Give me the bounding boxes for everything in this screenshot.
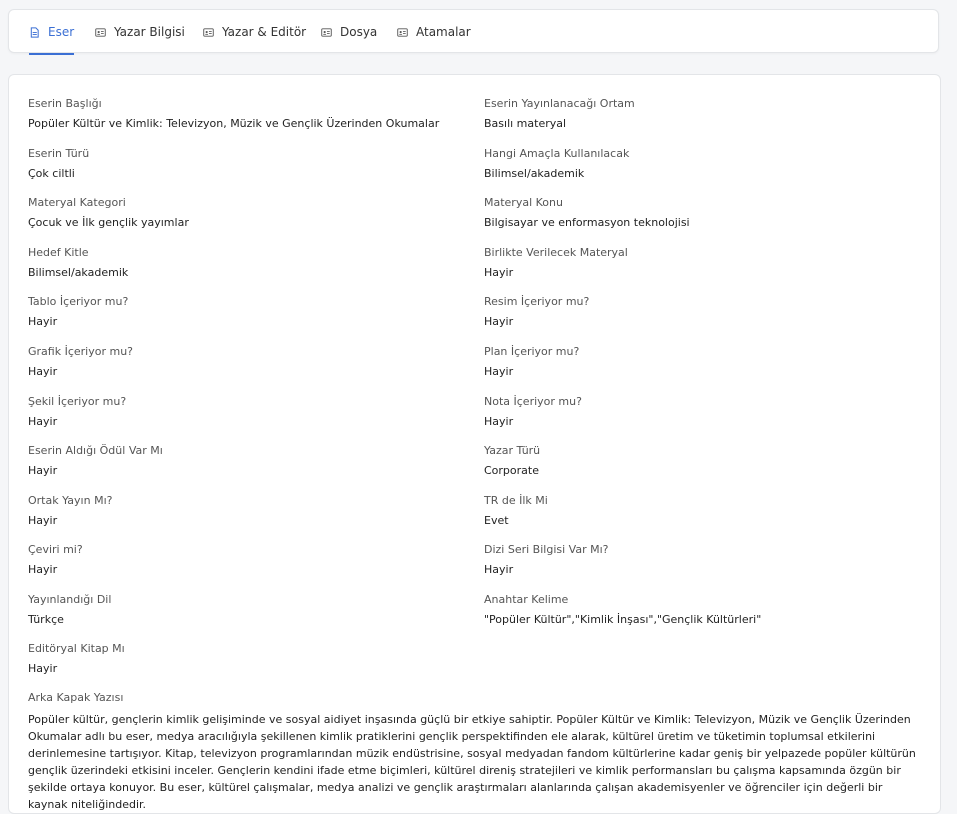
- field-label: Grafik İçeriyor mu?: [28, 345, 134, 358]
- tab-label: Eser: [48, 25, 75, 39]
- field-value: Hayir: [28, 563, 58, 576]
- tab-atamalar[interactable]: [397, 10, 471, 54]
- tab-bar: [8, 9, 939, 53]
- field-label: Yayınlandığı Dil: [28, 593, 112, 606]
- id-card-icon: [321, 27, 332, 38]
- field-label: Hedef Kitle: [28, 246, 89, 259]
- tab-yazar-bilgisi[interactable]: [95, 10, 185, 54]
- tab-eser[interactable]: [29, 10, 74, 54]
- field-value: Hayir: [28, 315, 58, 328]
- field-label: Materyal Konu: [484, 196, 563, 209]
- field-value: Hayir: [484, 266, 514, 279]
- field-dizi-seri: [484, 543, 924, 577]
- field-value: Hayir: [484, 415, 514, 428]
- field-nota: [484, 395, 924, 429]
- field-odul: [28, 444, 468, 478]
- field-eserin-basligi: [28, 97, 468, 131]
- field-value: Hayir: [28, 662, 58, 675]
- field-value: "Popüler Kültür","Kimlik İnşası","Gençlik Kültürleri": [484, 613, 762, 626]
- field-label: Eserin Türü: [28, 147, 90, 160]
- field-label: Hangi Amaçla Kullanılacak: [484, 147, 630, 160]
- tab-label: Dosya: [340, 25, 378, 39]
- field-label: Yazar Türü: [484, 444, 541, 457]
- field-resim: [484, 295, 924, 329]
- field-value: Popüler Kültür ve Kimlik: Televizyon, Müzik ve Gençlik Üzerinden Okumalar: [28, 117, 440, 130]
- field-editoryal-kitap: [28, 642, 468, 676]
- field-yayinlandigi-dil: [28, 593, 468, 627]
- field-value: Basılı materyal: [484, 117, 567, 130]
- field-value: Türkçe: [28, 613, 64, 626]
- field-label: Birlikte Verilecek Materyal: [484, 246, 628, 259]
- field-value: Hayir: [28, 365, 58, 378]
- field-label: Eserin Başlığı: [28, 97, 102, 110]
- field-value: Corporate: [484, 464, 539, 477]
- field-label: Materyal Kategori: [28, 196, 126, 209]
- field-kullanim-amaci: [484, 147, 924, 181]
- field-value: Çocuk ve İlk gençlik yayımlar: [28, 216, 189, 229]
- field-value: Bilimsel/akademik: [484, 167, 585, 180]
- field-birlikte-materyal: [484, 246, 924, 280]
- field-label: Resim İçeriyor mu?: [484, 295, 590, 308]
- field-arka-kapak: [28, 691, 918, 813]
- id-card-icon: [397, 27, 408, 38]
- tab-dosya[interactable]: [321, 10, 377, 54]
- field-ortak-yayin: [28, 494, 468, 528]
- field-value: Çok ciltli: [28, 167, 75, 180]
- field-value: Hayir: [28, 514, 58, 527]
- field-label: Editöryal Kitap Mı: [28, 642, 125, 655]
- tab-label: Yazar Bilgisi: [114, 25, 185, 39]
- field-sekil: [28, 395, 468, 429]
- field-materyal-kategori: [28, 196, 468, 230]
- field-value: Bilimsel/akademik: [28, 266, 129, 279]
- tab-yazar-editor[interactable]: [203, 10, 306, 54]
- tab-label: Yazar & Editör: [222, 25, 307, 39]
- field-label: Plan İçeriyor mu?: [484, 345, 580, 358]
- field-value: Hayir: [484, 365, 514, 378]
- detail-panel: [8, 74, 941, 814]
- field-yayin-ortami: [484, 97, 924, 131]
- field-label: TR de İlk Mi: [484, 494, 548, 507]
- field-value: Hayir: [28, 464, 58, 477]
- id-card-icon: [95, 27, 106, 38]
- field-label: Ortak Yayın Mı?: [28, 494, 113, 507]
- id-card-icon: [203, 27, 214, 38]
- field-label: Eserin Yayınlanacağı Ortam: [484, 97, 635, 110]
- field-label: Tablo İçeriyor mu?: [28, 295, 129, 308]
- field-value: Hayir: [484, 315, 514, 328]
- field-ceviri: [28, 543, 468, 577]
- tab-label: Atamalar: [416, 25, 471, 39]
- field-hedef-kitle: [28, 246, 468, 280]
- field-value: Hayir: [28, 415, 58, 428]
- field-value: Evet: [484, 514, 509, 527]
- field-label: Dizi Seri Bilgisi Var Mı?: [484, 543, 609, 556]
- field-label: Arka Kapak Yazısı: [28, 691, 124, 704]
- field-label: Şekil İçeriyor mu?: [28, 395, 127, 408]
- document-icon: [29, 27, 40, 38]
- field-plan: [484, 345, 924, 379]
- field-grafik: [28, 345, 468, 379]
- field-tr-ilk: [484, 494, 924, 528]
- field-eserin-turu: [28, 147, 468, 181]
- field-value: Bilgisayar ve enformasyon teknolojisi: [484, 216, 690, 229]
- field-yazar-turu: [484, 444, 924, 478]
- field-label: Nota İçeriyor mu?: [484, 395, 582, 408]
- field-label: Çeviri mi?: [28, 543, 83, 556]
- field-anahtar-kelime: [484, 593, 924, 627]
- field-label: Anahtar Kelime: [484, 593, 569, 606]
- field-materyal-konu: [484, 196, 924, 230]
- field-tablo: [28, 295, 468, 329]
- field-label: Eserin Aldığı Ödül Var Mı: [28, 444, 163, 457]
- field-value: Hayir: [484, 563, 514, 576]
- back-cover-text: Popüler kültür, gençlerin kimlik gelişiminde ve sosyal aidiyet inşasında güçlü bir etkiye sahiptir. Popüler Kültür ve Kimlik: Televizyon, Müzik ve Gençlik Üzerinden Okumalar adlı bu eser, medya aracılığıyla şekillenen kimlik pratiklerini gençlik perspektifinden ele alarak, kültürel üretim ve tüketimin toplumsal etkilerini derinlemesine tartışıyor. Kitap, televizyon programlarından müzik endüstrisine, sosyal medyadan fandom kültürlerine kadar geniş bir yelpazede popüler kültürün gençlik üzerindeki etkisini inceler. Gençlerin kendini ifade etme biçimleri, kültürel direniş stratejileri ve kimlik performansları bu çalışma kapsamında özgün bir şekilde ortaya konuyor. Bu eser, kültürel çalışmalar, medya analizi ve gençlik araştırmaları alanlarında çalışan akademisyenler ve öğrenciler için değerli bir kaynak niteliğindedir.: [28, 713, 916, 811]
